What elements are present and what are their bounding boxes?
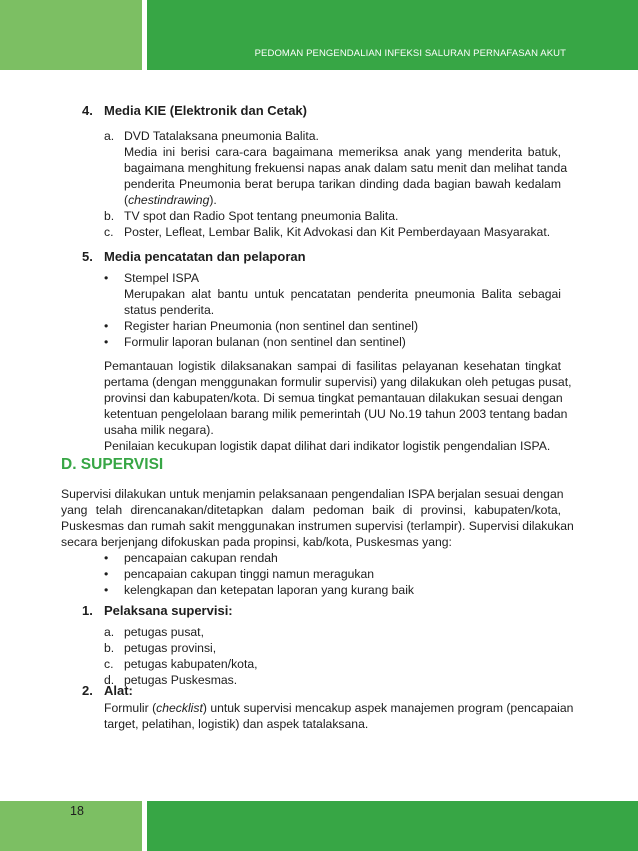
item4a-desc-line: (chestindrawing). bbox=[124, 193, 217, 207]
bullet-marker: • bbox=[104, 319, 109, 333]
item4b-marker: b. bbox=[104, 209, 115, 223]
header-left-band bbox=[0, 0, 142, 70]
executor-item: petugas provinsi, bbox=[124, 641, 217, 655]
tools-desc-line: target, pelatihan, logistik) dan aspek tatalaksana. bbox=[104, 717, 369, 731]
page-number: 18 bbox=[70, 804, 84, 818]
section-d-intro-line: Puskesmas dan rumah sakit menggunakan instrumen supervisi (terlampir). Supervisi dilakukan bbox=[61, 519, 574, 533]
bullet-marker: • bbox=[104, 567, 109, 581]
focus-item: pencapaian cakupan tinggi namun meragukan bbox=[124, 567, 375, 581]
section-d-intro-line: yang telah direncanakan/ditetapkan dalam pedoman baik di provinsi, kabupaten/kota, bbox=[61, 503, 561, 517]
focus-item: kelengkapan dan ketepatan laporan yang kurang baik bbox=[124, 583, 415, 597]
item5-bullet-1: Stempel ISPA bbox=[124, 271, 199, 285]
item5-bullet-3: Formulir laporan bulanan (non sentinel dan sentinel) bbox=[124, 335, 406, 349]
item5-title: Media pencatatan dan pelaporan bbox=[104, 249, 306, 264]
footer-right-band bbox=[147, 801, 638, 851]
item5-paragraph-line: provinsi dan kabupaten/kota. Di semua tingkat pemantauan dilakukan sesuai dengan bbox=[104, 391, 563, 405]
item4a-desc-line: bagaimana menghitung frekuensi napas anak dalam satu menit dan melihat tanda bbox=[124, 161, 568, 175]
executor-marker: d. bbox=[104, 673, 115, 687]
tools-number: 2. bbox=[82, 683, 93, 698]
supervision-executor-title: Pelaksana supervisi: bbox=[104, 603, 233, 618]
section-d-heading: D. SUPERVISI bbox=[61, 456, 164, 473]
item4a-text: DVD Tatalaksana pneumonia Balita. bbox=[124, 129, 319, 143]
item4b-text: TV spot dan Radio Spot tentang pneumonia Balita. bbox=[124, 209, 399, 223]
item4a-desc-line: penderita Pneumonia berat berupa tarikan dinding dada bagian bawah kedalam bbox=[124, 177, 561, 191]
item5-bullet-2: Register harian Pneumonia (non sentinel dan sentinel) bbox=[124, 319, 419, 333]
bullet-marker: • bbox=[104, 583, 109, 597]
bullet-marker: • bbox=[104, 335, 109, 349]
item4-title: Media KIE (Elektronik dan Cetak) bbox=[104, 103, 307, 118]
chestindrawing-term: chestindrawing bbox=[128, 193, 210, 207]
section-d-intro-line: secara berjenjang difokuskan pada propinsi, kab/kota, Puskesmas yang: bbox=[61, 535, 452, 549]
focus-item: pencapaian cakupan rendah bbox=[124, 551, 278, 565]
bullet-marker: • bbox=[104, 551, 109, 565]
checklist-term: checklist bbox=[156, 701, 203, 715]
executor-item: petugas kabupaten/kota, bbox=[124, 657, 258, 671]
item4c-marker: c. bbox=[104, 225, 114, 239]
tools-title: Alat: bbox=[104, 683, 133, 698]
item5-paragraph-line: usaha milik negara). bbox=[104, 423, 214, 437]
section-d-intro-line: Supervisi dilakukan untuk menjamin pelaksanaan pengendalian ISPA berjalan sesuai dengan bbox=[61, 487, 564, 501]
item5-paragraph-line: Pemantauan logistik dilaksanakan sampai di fasilitas pelayanan kesehatan tingkat bbox=[104, 359, 561, 373]
bullet-marker: • bbox=[104, 271, 109, 285]
item5-bullet-1-desc: status penderita. bbox=[124, 303, 215, 317]
header-right-band bbox=[147, 0, 638, 70]
executor-marker: c. bbox=[104, 657, 114, 671]
item4c-text: Poster, Lefleat, Lembar Balik, Kit Advokasi dan Kit Pemberdayaan Masyarakat. bbox=[124, 225, 551, 239]
tools-desc-line: Formulir (checklist) untuk supervisi mencakup aspek manajemen program (pencapaian bbox=[104, 701, 574, 715]
item5-paragraph-line: ketentuan pengelolaan barang milik pemerintah (UU No.19 tahun 2003 tentang badan bbox=[104, 407, 568, 421]
executor-marker: b. bbox=[104, 641, 115, 655]
executor-marker: a. bbox=[104, 625, 115, 639]
executor-item: petugas pusat, bbox=[124, 625, 204, 639]
running-header-title: PEDOMAN PENGENDALIAN INFEKSI SALURAN PERNAFASAN AKUT bbox=[254, 48, 566, 59]
item4a-marker: a. bbox=[104, 129, 115, 143]
supervision-executor-number: 1. bbox=[82, 603, 93, 618]
executor-item: petugas Puskesmas. bbox=[124, 673, 238, 687]
item4-number: 4. bbox=[82, 103, 93, 118]
item4a-desc-line: Media ini berisi cara-cara bagaimana memeriksa anak yang menderita batuk, bbox=[124, 145, 561, 159]
item5-paragraph-line: pertama (dengan menggunakan formulir supervisi) yang dilakukan oleh petugas pusat, bbox=[104, 375, 572, 389]
item5-bullet-1-desc: Merupakan alat bantu untuk pencatatan penderita pneumonia Balita sebagai bbox=[124, 287, 561, 301]
item5-number: 5. bbox=[82, 249, 93, 264]
item5-paragraph-line: Penilaian kecukupan logistik dapat dilihat dari indikator logistik pengendalian ISPA. bbox=[104, 439, 551, 453]
